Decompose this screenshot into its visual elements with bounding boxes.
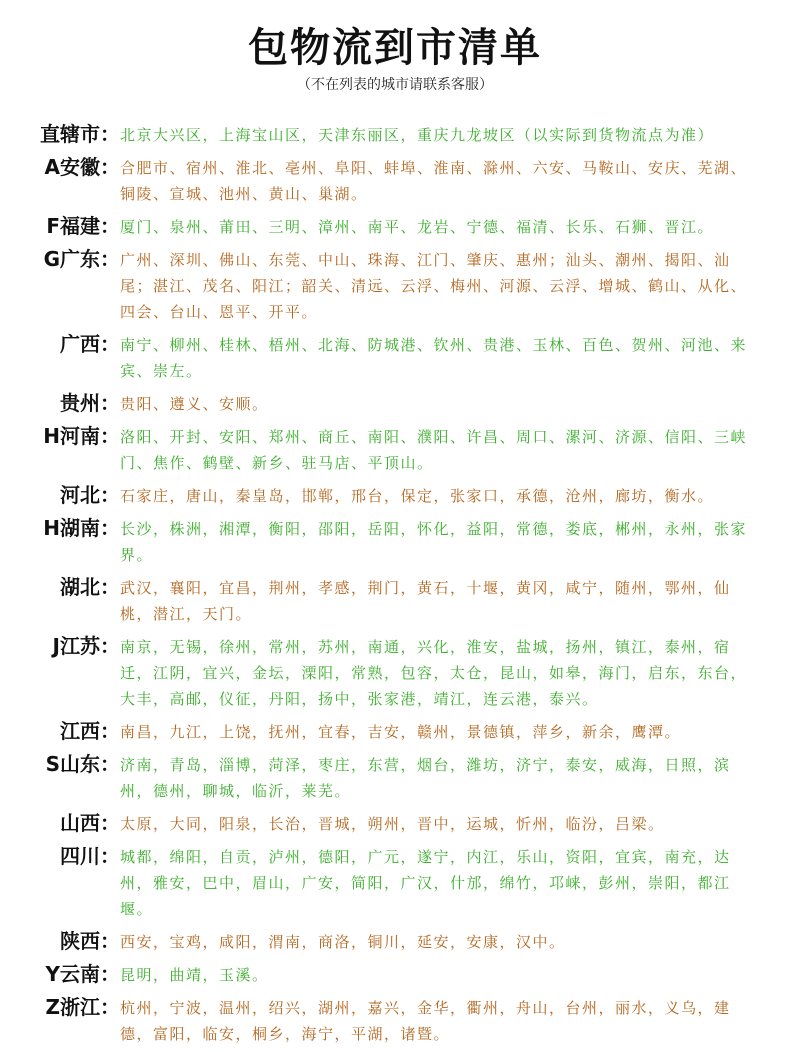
- region-label: 河北：: [60, 483, 120, 507]
- region-cities: 西安，宝鸡，咸阳，渭南，商洛，铜川，延安，安康，汉中。: [120, 933, 566, 951]
- region-label: H河南：: [43, 424, 120, 448]
- region-label: J江苏：: [52, 634, 120, 658]
- region-row-hebei: [0, 481, 790, 509]
- region-row-zhejiang: [0, 993, 790, 1047]
- region-cities: 石家庄，唐山，秦皇岛，邯郸，邢台，保定，张家口，承德，沧州，廊坊，衡水。: [120, 487, 715, 505]
- region-cities: 南宁、柳州、桂林、梧州、北海、防城港、钦州、贵港、玉林、百色、贺州、河池、来宾、崇左。: [120, 336, 748, 380]
- region-label: 直辖市：: [40, 122, 120, 146]
- region-label: Z浙江：: [45, 995, 120, 1019]
- region-label: A安徽：: [44, 155, 120, 179]
- region-row-hubei: [0, 573, 790, 627]
- region-cities: 城都，绵阳，自贡，泸州，德阳，广元，遂宁，内江，乐山，资阳，宜宾，南充，达州，雅安，巴中，眉山，广安，简阳，广汉，什邡，绵竹，邛崃，彭州，崇阳，都江堰。: [120, 848, 731, 918]
- region-row-jiangsu: [0, 632, 790, 712]
- region-label: Y云南：: [45, 962, 120, 986]
- region-row-hunan: [0, 514, 790, 568]
- region-row-shanxi: [0, 809, 790, 837]
- region-label: S山东：: [45, 752, 120, 776]
- region-label: 江西：: [60, 719, 120, 743]
- region-cities: 昆明，曲靖，玉溪。: [120, 966, 269, 984]
- region-cities: 北京大兴区，上海宝山区，天津东丽区，重庆九龙坡区（以实际到货物流点为准）: [120, 126, 715, 144]
- region-cities: 南京，无锡，徐州，常州，苏州，南通，兴化，淮安，盐城，扬州，镇江，泰州，宿迁，江阴，宜兴，金坛，溧阳，常熟，包容，太仓，昆山，如皋，海门，启东，东台，大丰，高邮，仪征，丹阳，扬中，张家港，靖江，连云港，泰兴。: [120, 638, 748, 708]
- region-cities: 洛阳、开封、安阳、郑州、商丘、南阳、濮阳、许昌、周口、漯河、济源、信阳、三峡门、焦作、鹤壁、新乡、驻马店、平顶山。: [120, 428, 748, 472]
- region-cities: 杭州，宁波，温州，绍兴，湖州，嘉兴，金华，衢州，舟山，台州，丽水，义乌，建德，富阳，临安，桐乡，海宁，平湖，诸暨。: [120, 999, 731, 1043]
- region-cities: 长沙，株洲，湘潭，衡阳，邵阳，岳阳，怀化，益阳，常德，娄底，郴州，永州，张家界。: [120, 520, 748, 564]
- region-label: 贵州：: [60, 391, 120, 415]
- region-cities: 厦门、泉州、莆田、三明、漳州、南平、龙岩、宁德、福清、长乐、石狮、晋江。: [120, 218, 715, 236]
- region-cities: 武汉，襄阳，宜昌，荆州，孝感，荆门，黄石，十堰，黄冈，咸宁，随州，鄂州，仙桃，潜江，天门。: [120, 579, 731, 623]
- region-row-shandong: [0, 750, 790, 804]
- region-label: F福建：: [46, 214, 120, 238]
- region-row-shaanxi: [0, 927, 790, 955]
- region-cities: 广州、深圳、佛山、东莞、中山、珠海、江门、肇庆、惠州；汕头、潮州、揭阳、汕尾；湛江、茂名、阳江；韶关、清远、云浮、梅州、河源、云浮、增城、鹤山、从化、四会、台山、恩平、开平。: [120, 251, 748, 321]
- region-row-henan: [0, 422, 790, 476]
- page-title: 包物流到市清单: [248, 25, 542, 71]
- region-row-guangxi: [0, 330, 790, 384]
- region-row-fujian: [0, 212, 790, 240]
- region-cities: 济南，青岛，淄博，菏泽，枣庄，东营，烟台，潍坊，济宁，泰安，威海，日照，滨州，德州，聊城，临沂，莱芜。: [120, 756, 731, 800]
- region-row-sichuan: [0, 842, 790, 922]
- region-label: H湖南：: [43, 516, 120, 540]
- region-row-yunnan: [0, 960, 790, 988]
- region-label: 广西：: [60, 332, 120, 356]
- region-label: 山西：: [60, 811, 120, 835]
- region-label: 湖北：: [60, 575, 120, 599]
- region-row-anhui: [0, 153, 790, 207]
- region-row-guizhou: [0, 389, 790, 417]
- region-cities: 南昌，九江，上饶，抚州，宜春，吉安，赣州，景德镇，萍乡，新余，鹰潭。: [120, 723, 682, 741]
- region-cities: 贵阳、遵义、安顺。: [120, 395, 269, 413]
- region-label: 陕西：: [60, 929, 120, 953]
- region-row-jiangxi: [0, 717, 790, 745]
- city-list: [0, 120, 790, 1052]
- region-label: 四川：: [60, 844, 120, 868]
- region-label: G广东：: [43, 247, 120, 271]
- region-cities: 合肥市、宿州、淮北、亳州、阜阳、蚌埠、淮南、滁州、六安、马鞍山、安庆、芜湖、铜陵、宣城、池州、黄山、巢湖。: [120, 159, 748, 203]
- region-cities: 太原，大同，阳泉，长治，晋城，朔州，晋中，运城，忻州，临汾，吕梁。: [120, 815, 665, 833]
- region-row-zhixiashi: [0, 120, 790, 148]
- page-subtitle: （不在列表的城市请联系客服）: [297, 77, 493, 93]
- region-row-guangdong: [0, 245, 790, 325]
